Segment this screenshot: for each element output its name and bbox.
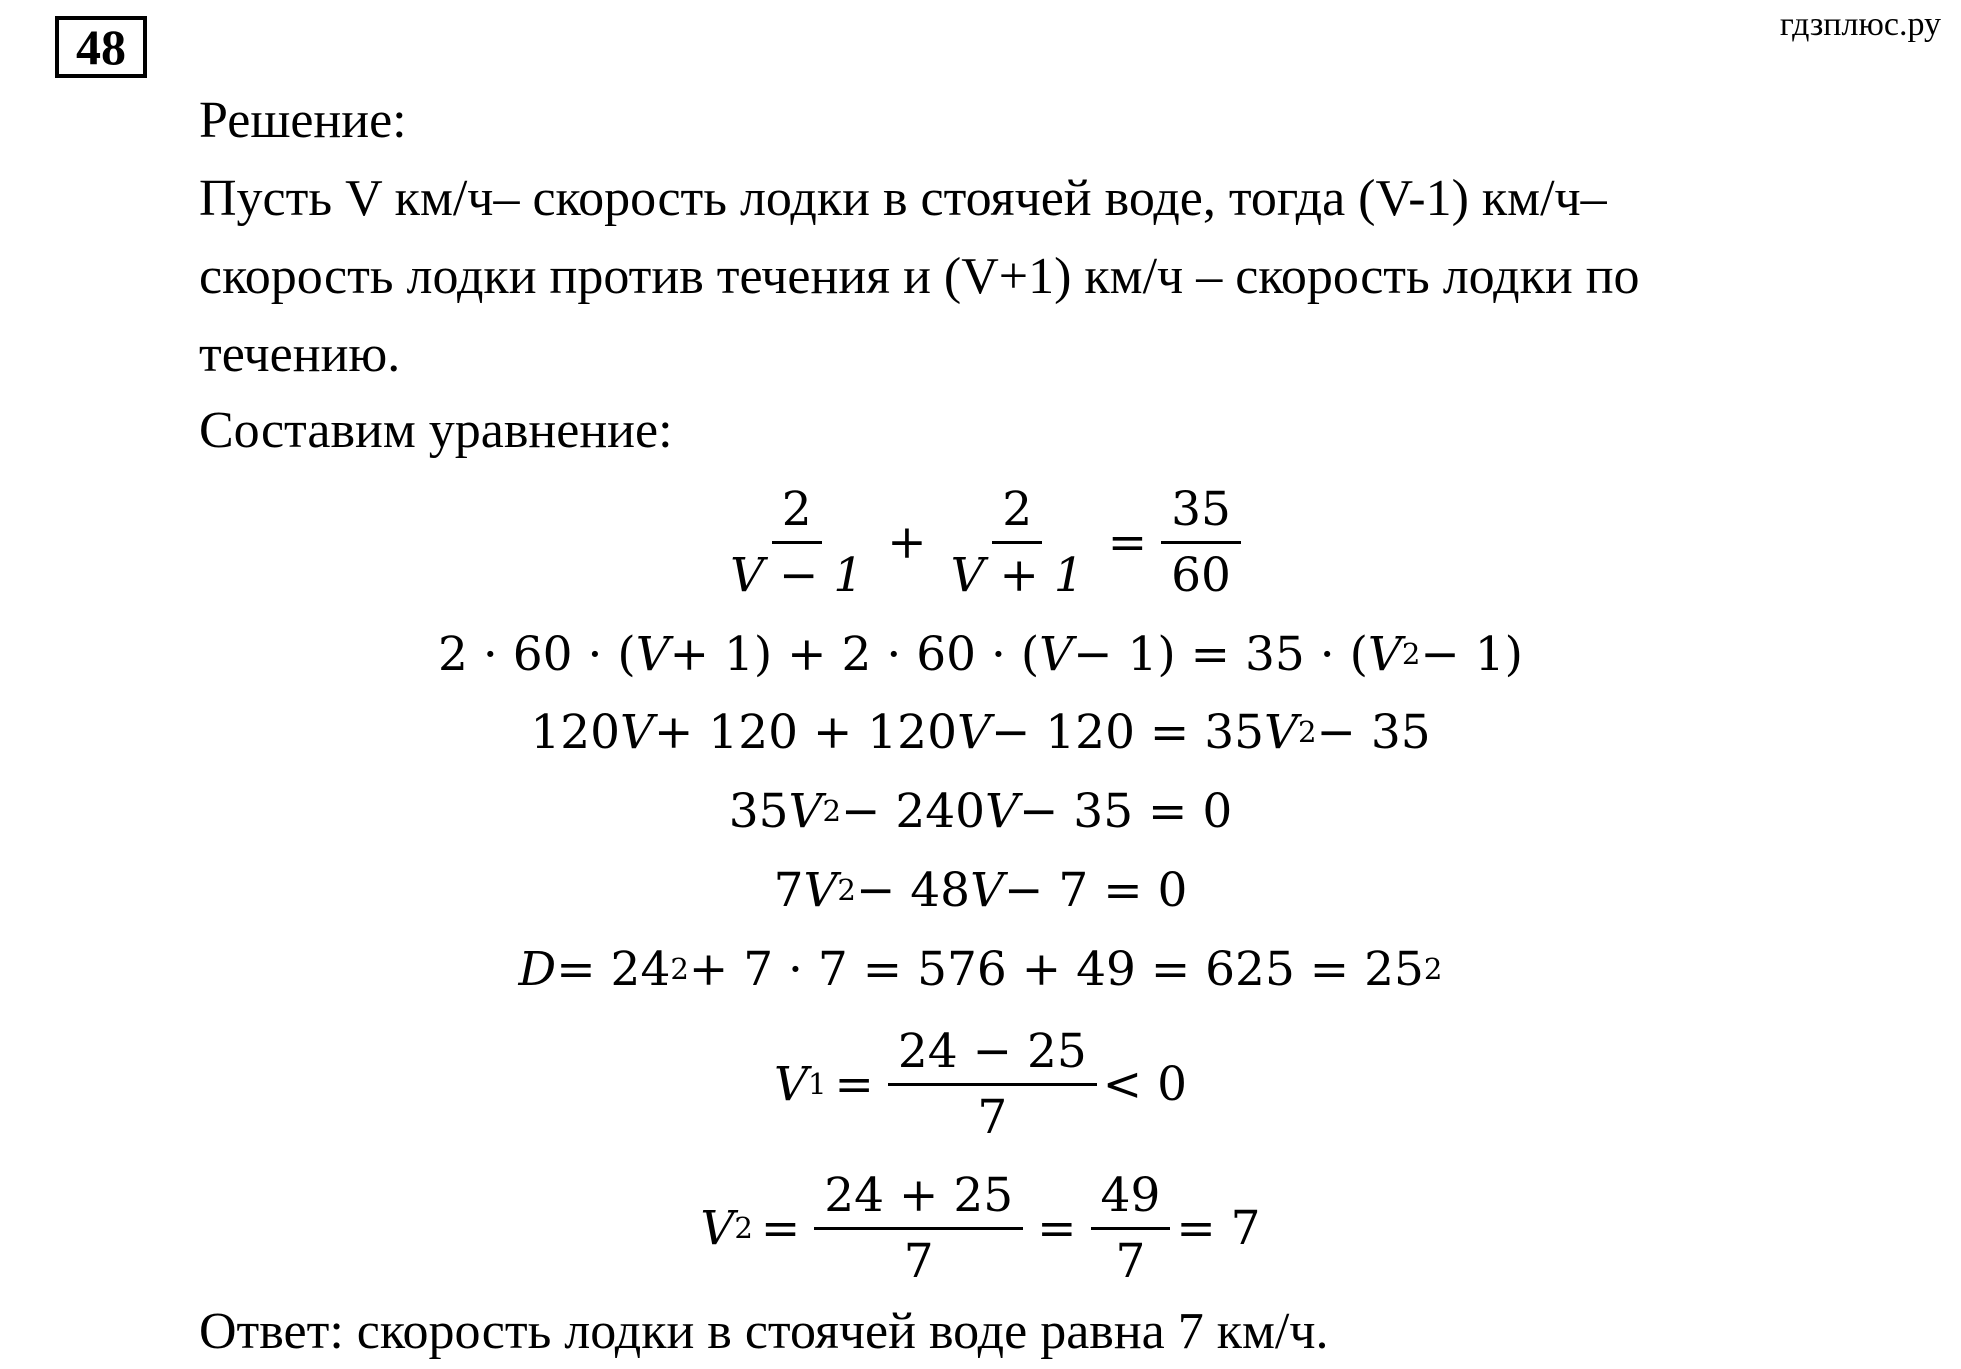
eq2-part-a: 2 · 60 · ( bbox=[438, 626, 636, 682]
eq7-var: V bbox=[774, 1056, 808, 1112]
eq3-part-d: − 35 bbox=[1316, 704, 1431, 760]
fraction-1 bbox=[720, 481, 873, 603]
eq2-part-b: + 1) + 2 · 60 · ( bbox=[669, 626, 1040, 682]
eq4-part-c: − 35 = 0 bbox=[1018, 783, 1233, 839]
eq8-rest: = 7 bbox=[1176, 1200, 1261, 1256]
eq4-part-b: − 240 bbox=[841, 783, 986, 839]
site-watermark: гдзплюс.ру bbox=[1779, 6, 1941, 43]
eq4-var-1: V bbox=[788, 783, 823, 839]
fraction-3 bbox=[1161, 481, 1241, 603]
eq4-part-a: 35 bbox=[728, 783, 789, 839]
eq8-var: V bbox=[700, 1200, 735, 1256]
equation-4: 35 V 2 − 240 V − 35 = 0 bbox=[728, 783, 1233, 839]
eq7-denominator: 7 bbox=[977, 1089, 1008, 1145]
eq3-var-3: V bbox=[1264, 704, 1298, 760]
fraction-3-numerator: 35 bbox=[1161, 486, 1241, 544]
equation-8: V 2 = $\frac{24 + 25}{7}$ = $\frac{49}{7}$ = 7 bbox=[700, 1167, 1261, 1289]
eq8-fraction-1 bbox=[814, 1167, 1023, 1289]
equation-7: V 1 = $\frac{24 - 25}{7}$ < 0 bbox=[774, 1023, 1187, 1145]
equation-5: 7 V 2 − 48 V − 7 = 0 bbox=[773, 862, 1188, 918]
eq8-equals-1: = bbox=[760, 1200, 801, 1256]
eq6-discriminant: D bbox=[518, 941, 557, 997]
eq3-var-1: V bbox=[620, 704, 654, 760]
eq3-part-a: 120 bbox=[530, 704, 621, 760]
eq7-rest: < 0 bbox=[1102, 1056, 1187, 1112]
eq5-part-b: − 48 bbox=[855, 862, 971, 918]
eq4-var-2: V bbox=[985, 783, 1019, 839]
eq2-var-2: V bbox=[1039, 626, 1074, 682]
eq6-part-a: = 24 bbox=[556, 941, 671, 997]
plus-sign: + bbox=[887, 514, 927, 570]
fraction-3-denominator: 60 bbox=[1171, 547, 1231, 603]
condition-line-3: течению. bbox=[199, 326, 401, 383]
equation-2: 2 · 60 · ( V + 1) + 2 · 60 · ( V − 1) = 35 · ( V 2 − 1) bbox=[438, 626, 1523, 682]
eq8-fraction-2 bbox=[1091, 1167, 1171, 1289]
eq5-var-1: V bbox=[803, 862, 838, 918]
fraction-1-numerator: 2 bbox=[772, 486, 822, 544]
eq8-equals-2: = bbox=[1037, 1200, 1077, 1256]
eq2-var-1: V bbox=[635, 626, 670, 682]
eq3-part-c: − 120 = 35 bbox=[990, 704, 1265, 760]
eq5-part-a: 7 bbox=[773, 862, 804, 918]
fraction-1-denominator: V − 1 bbox=[730, 547, 864, 603]
eq7-numerator: 24 − 25 bbox=[888, 1028, 1097, 1086]
condition-line-2: скорость лодки против течения и (V+1) км/ч – скорость лодки по bbox=[199, 248, 1640, 305]
fraction-2 bbox=[941, 481, 1094, 603]
eq2-part-d: − 1) bbox=[1420, 626, 1523, 682]
fraction-2-numerator: 2 bbox=[992, 486, 1042, 544]
eq2-var-3: V bbox=[1367, 626, 1402, 682]
solution-label: Решение: bbox=[199, 92, 407, 149]
fraction-2-denominator: V + 1 bbox=[950, 547, 1084, 603]
equation-intro: Составим уравнение: bbox=[199, 402, 673, 459]
eq8-numerator-1: 24 + 25 bbox=[814, 1172, 1023, 1230]
eq2-part-c: − 1) = 35 · ( bbox=[1073, 626, 1368, 682]
eq3-var-2: V bbox=[956, 704, 991, 760]
equals-sign: = bbox=[1107, 514, 1148, 570]
eq6-part-b: + 7 · 7 = 576 + 49 = 625 = 25 bbox=[688, 941, 1424, 997]
eq5-part-c: − 7 = 0 bbox=[1004, 862, 1188, 918]
equation-1 bbox=[0, 476, 1961, 608]
eq8-denominator-2: 7 bbox=[1115, 1233, 1146, 1289]
problem-number-box bbox=[55, 16, 147, 78]
condition-line-1: Пусть V км/ч– скорость лодки в стоячей воде, тогда (V-1) км/ч– bbox=[199, 170, 1607, 227]
problem-number: 48 bbox=[76, 19, 126, 75]
eq7-equals: = bbox=[834, 1056, 874, 1112]
eq3-part-b: + 120 + 120 bbox=[653, 704, 957, 760]
eq8-denominator-1: 7 bbox=[903, 1233, 934, 1289]
eq5-var-2: V bbox=[970, 862, 1005, 918]
answer-line: Ответ: скорость лодки в стоячей воде равна 7 км/ч. bbox=[199, 1303, 1329, 1360]
equation-3: 120 V + 120 + 120 V − 120 = 35 V 2 − 35 bbox=[530, 704, 1431, 760]
equation-6: D = 24 2 + 7 · 7 = 576 + 49 = 625 = 25 2 bbox=[518, 941, 1443, 997]
eq8-numerator-2: 49 bbox=[1091, 1172, 1171, 1230]
